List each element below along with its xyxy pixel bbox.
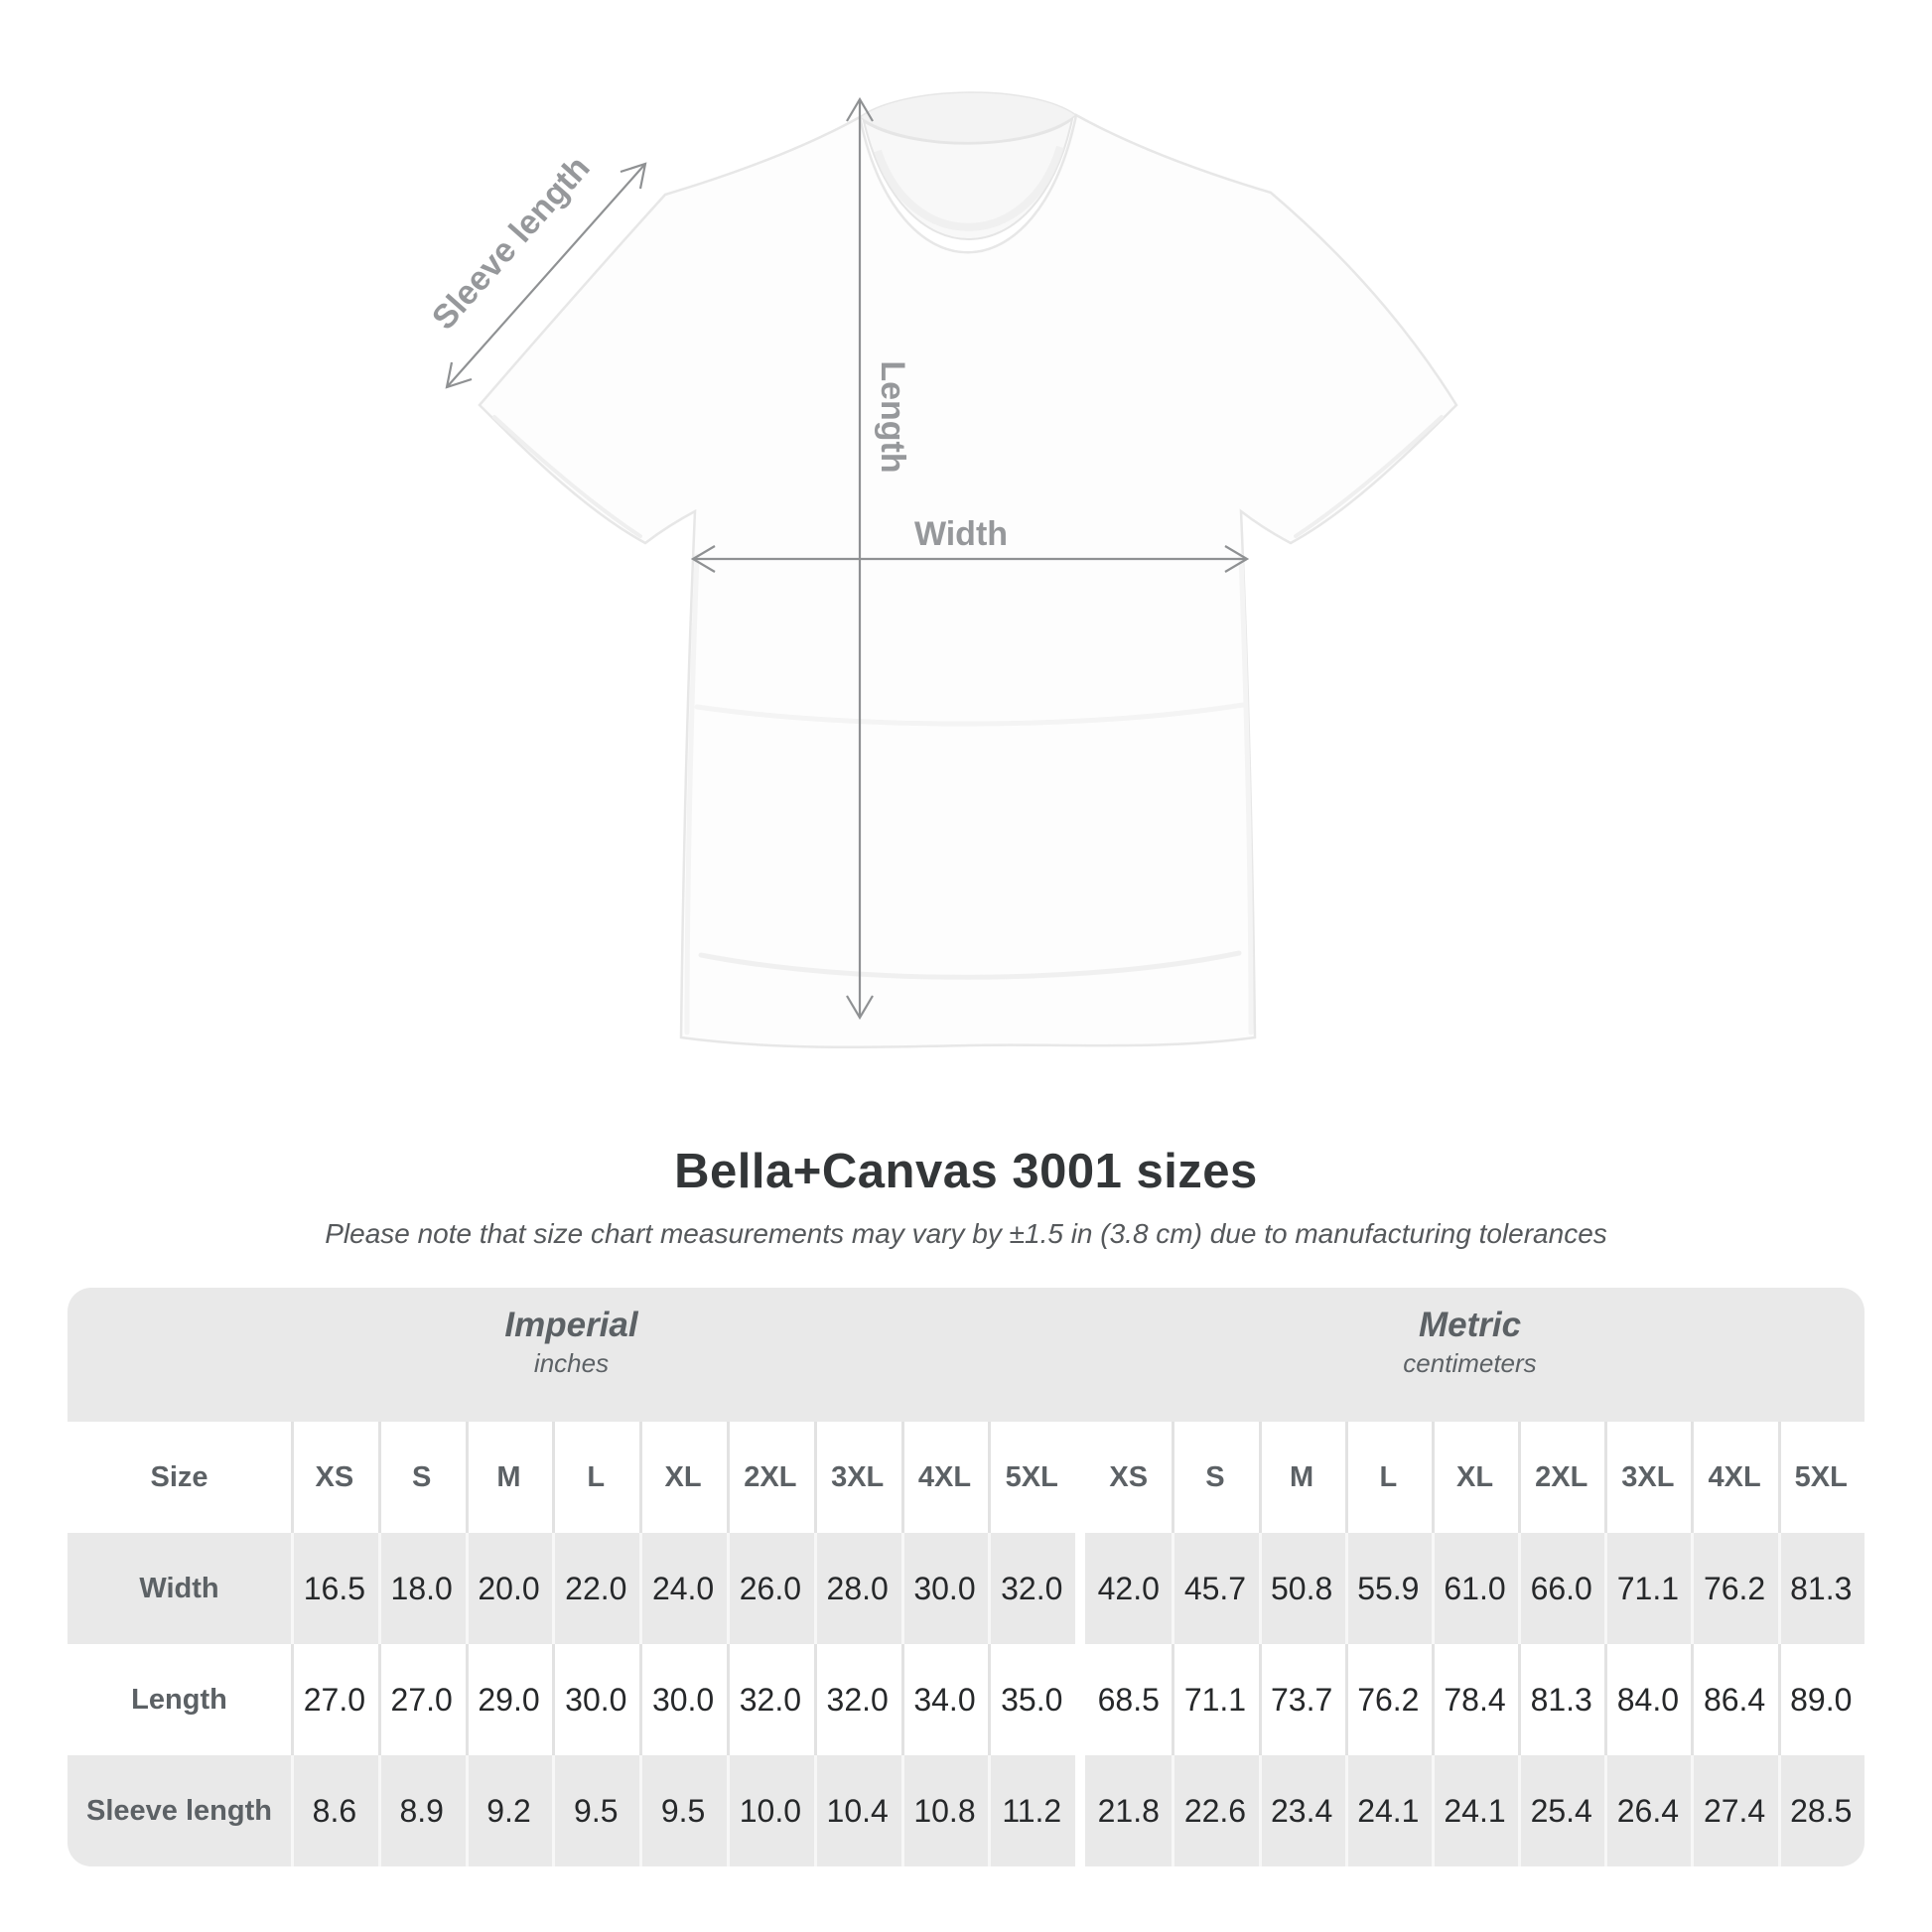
- row-label: Length: [131, 1683, 227, 1716]
- half-divider: [1075, 1755, 1085, 1866]
- size-header-cell: 3XL: [1604, 1422, 1691, 1533]
- width-row: [68, 1533, 1864, 1644]
- value-cell: 29.0: [466, 1644, 553, 1755]
- size-header-cell: M: [466, 1422, 553, 1533]
- metric-header: [1075, 1288, 1864, 1422]
- value-cell: 22.0: [552, 1533, 639, 1644]
- size-header-cell: 2XL: [727, 1422, 814, 1533]
- value-cell: 45.7: [1172, 1533, 1258, 1644]
- value-cell: 71.1: [1604, 1533, 1691, 1644]
- size-chart-card: [68, 1288, 1864, 1866]
- value-cell: 10.4: [814, 1755, 901, 1866]
- value-cell: 26.0: [727, 1533, 814, 1644]
- size-header-cell: 4XL: [1691, 1422, 1777, 1533]
- value-cell: 27.4: [1691, 1755, 1777, 1866]
- value-cell: 86.4: [1691, 1644, 1777, 1755]
- size-header-cell: L: [1345, 1422, 1432, 1533]
- value-cell: 89.0: [1778, 1644, 1864, 1755]
- half-divider: [1075, 1644, 1085, 1755]
- corner-label: Size: [150, 1460, 208, 1493]
- size-header-cell: 4XL: [901, 1422, 989, 1533]
- value-cell: 24.0: [639, 1533, 727, 1644]
- value-cell: 23.4: [1259, 1755, 1345, 1866]
- value-cell: 30.0: [639, 1644, 727, 1755]
- size-header-cell: 2XL: [1518, 1422, 1604, 1533]
- value-cell: 30.0: [901, 1533, 989, 1644]
- size-header-cell: M: [1259, 1422, 1345, 1533]
- size-header-cell: S: [378, 1422, 466, 1533]
- value-cell: 27.0: [291, 1644, 378, 1755]
- size-header-cell: S: [1172, 1422, 1258, 1533]
- value-cell: 84.0: [1604, 1644, 1691, 1755]
- value-cell: 34.0: [901, 1644, 989, 1755]
- size-header-row: [68, 1422, 1864, 1533]
- value-cell: 9.2: [466, 1755, 553, 1866]
- value-cell: 26.4: [1604, 1755, 1691, 1866]
- size-header-cell: XL: [639, 1422, 727, 1533]
- value-cell: 10.8: [901, 1755, 989, 1866]
- sleeve-length-row: [68, 1755, 1864, 1866]
- row-label: Sleeve length: [86, 1794, 272, 1827]
- value-cell: 21.8: [1097, 1792, 1160, 1829]
- size-header-cell: L: [552, 1422, 639, 1533]
- imperial-header: [68, 1288, 1075, 1422]
- value-cell: 25.4: [1518, 1755, 1604, 1866]
- value-cell: 71.1: [1172, 1644, 1258, 1755]
- tshirt-illustration: [480, 92, 1456, 1047]
- size-header-cell: 5XL: [988, 1422, 1075, 1533]
- metric-header-name: Metric: [1418, 1306, 1522, 1344]
- value-cell: 32.0: [988, 1533, 1075, 1644]
- value-cell: 32.0: [727, 1644, 814, 1755]
- value-cell: 81.3: [1778, 1533, 1864, 1644]
- value-cell: 10.0: [727, 1755, 814, 1866]
- value-cell: 42.0: [1097, 1570, 1160, 1606]
- value-cell: 32.0: [814, 1644, 901, 1755]
- value-cell: 73.7: [1259, 1644, 1345, 1755]
- value-cell: 35.0: [988, 1644, 1075, 1755]
- value-cell: 8.9: [378, 1755, 466, 1866]
- value-cell: 9.5: [639, 1755, 727, 1866]
- value-cell: 76.2: [1345, 1644, 1432, 1755]
- size-header-cell: XL: [1432, 1422, 1518, 1533]
- imperial-header-name: Imperial: [504, 1306, 638, 1344]
- value-cell: 9.5: [552, 1755, 639, 1866]
- size-header-cell: XS: [1109, 1460, 1149, 1493]
- value-cell: 22.6: [1172, 1755, 1258, 1866]
- size-header-cell: 5XL: [1778, 1422, 1864, 1533]
- value-cell: 16.5: [291, 1533, 378, 1644]
- value-cell: 20.0: [466, 1533, 553, 1644]
- value-cell: 81.3: [1518, 1644, 1604, 1755]
- value-cell: 28.0: [814, 1533, 901, 1644]
- page-title: Bella+Canvas 3001 sizes: [674, 1145, 1258, 1198]
- value-cell: 30.0: [552, 1644, 639, 1755]
- value-cell: 11.2: [988, 1755, 1075, 1866]
- half-divider: [1075, 1422, 1085, 1533]
- row-label: Width: [139, 1572, 219, 1604]
- value-cell: 55.9: [1345, 1533, 1432, 1644]
- value-cell: 18.0: [378, 1533, 466, 1644]
- value-cell: 8.6: [291, 1755, 378, 1866]
- page-subtitle: Please note that size chart measurements may vary by ±1.5 in (3.8 cm) due to manufacturing tolerances: [325, 1218, 1607, 1249]
- value-cell: 24.1: [1345, 1755, 1432, 1866]
- size-header-cell: XS: [291, 1422, 378, 1533]
- value-cell: 78.4: [1432, 1644, 1518, 1755]
- value-cell: 61.0: [1432, 1533, 1518, 1644]
- size-header-cell: 3XL: [814, 1422, 901, 1533]
- imperial-header-unit: inches: [533, 1347, 610, 1378]
- value-cell: 50.8: [1259, 1533, 1345, 1644]
- length-label: Length: [874, 360, 911, 474]
- value-cell: 76.2: [1691, 1533, 1777, 1644]
- value-cell: 24.1: [1432, 1755, 1518, 1866]
- value-cell: 28.5: [1778, 1755, 1864, 1866]
- sleeve-length-label: Sleeve length: [424, 149, 598, 338]
- value-cell: 66.0: [1518, 1533, 1604, 1644]
- value-cell: 27.0: [378, 1644, 466, 1755]
- half-divider: [1075, 1533, 1085, 1644]
- metric-header-unit: centimeters: [1403, 1347, 1537, 1378]
- size-chart-unit-header: [68, 1288, 1864, 1422]
- width-label: Width: [913, 515, 1009, 553]
- tshirt-body-shape: [480, 115, 1456, 1047]
- length-row: [68, 1644, 1864, 1755]
- value-cell: 68.5: [1097, 1681, 1160, 1718]
